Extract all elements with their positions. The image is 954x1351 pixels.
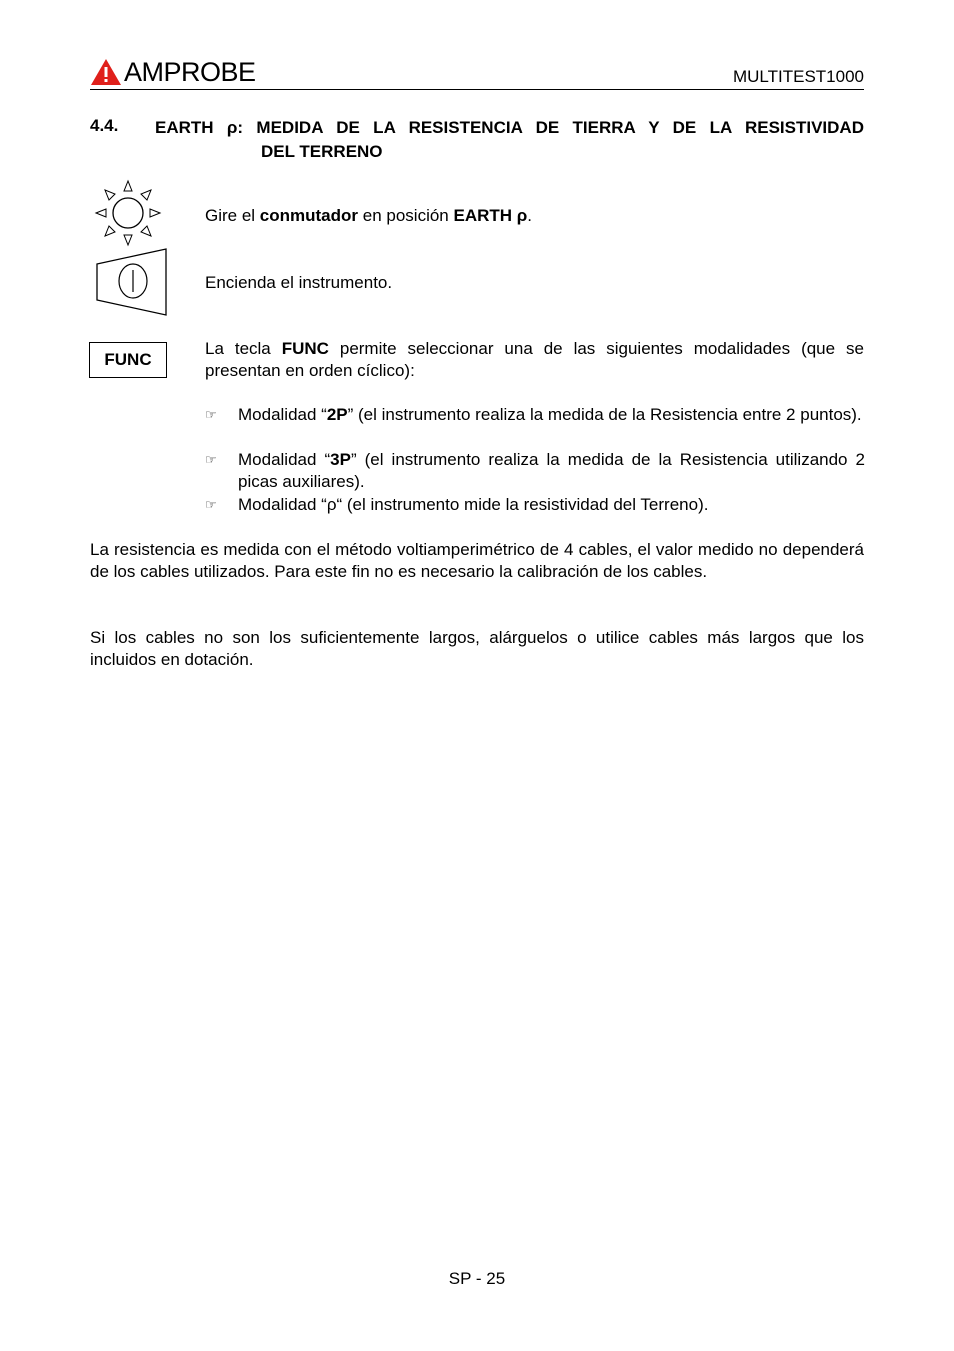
amprobe-logo xyxy=(90,56,256,88)
model-name: MULTITEST1000 xyxy=(732,67,864,86)
warning-triangle-icon xyxy=(90,58,122,86)
body-paragraph: Si los cables no son los suficientemente largos, alárguelos o utilice cables más largos que los incluidos en dotación. xyxy=(90,628,864,669)
page-number: SP - 25 xyxy=(448,1269,506,1288)
body-paragraph: La resistencia es medida con el método voltiamperimétrico de 4 cables, el valor medido no dependerá de los cables utilizados. Para este fin no es necesario la calibración de los cables. xyxy=(90,540,864,581)
power-button-icon xyxy=(95,248,169,316)
section-title: EARTH ρ: MEDIDA DE LA RESISTENCIA DE TIERRA Y DE LA RESISTIVIDAD xyxy=(155,118,864,137)
mode-text: Modalidad “3P” (el instrumento realiza la medida de la Resistencia utilizando 2 picas auxiliares). xyxy=(238,450,865,491)
section-title-continued: DEL TERRENO xyxy=(261,142,383,161)
rotary-switch-icon xyxy=(94,179,162,247)
section-number: 4.4. xyxy=(90,116,119,135)
logo-text: AMPROBE xyxy=(124,57,256,87)
mode-item xyxy=(205,404,865,426)
pointing-hand-icon: ☞ xyxy=(205,452,217,467)
mode-text: Modalidad “ρ“ (el instrumento mide la resistividad del Terreno). xyxy=(238,495,709,514)
pointing-hand-icon: ☞ xyxy=(205,407,217,422)
mode-text: Modalidad “2P” (el instrumento realiza la medida de la Resistencia entre 2 puntos). xyxy=(238,405,862,424)
pointing-hand-icon: ☞ xyxy=(205,497,217,512)
header-divider xyxy=(90,89,864,90)
power-on-instruction: Encienda el instrumento. xyxy=(205,273,393,292)
func-key: FUNC xyxy=(89,342,167,378)
mode-item xyxy=(205,494,865,516)
rotate-switch-instruction: Gire el conmutador en posición EARTH ρ. xyxy=(205,206,533,225)
mode-item xyxy=(205,449,865,493)
func-instruction: La tecla FUNC permite seleccionar una de las siguientes modalidades (que se presentan en orden cíclico): xyxy=(205,339,864,380)
